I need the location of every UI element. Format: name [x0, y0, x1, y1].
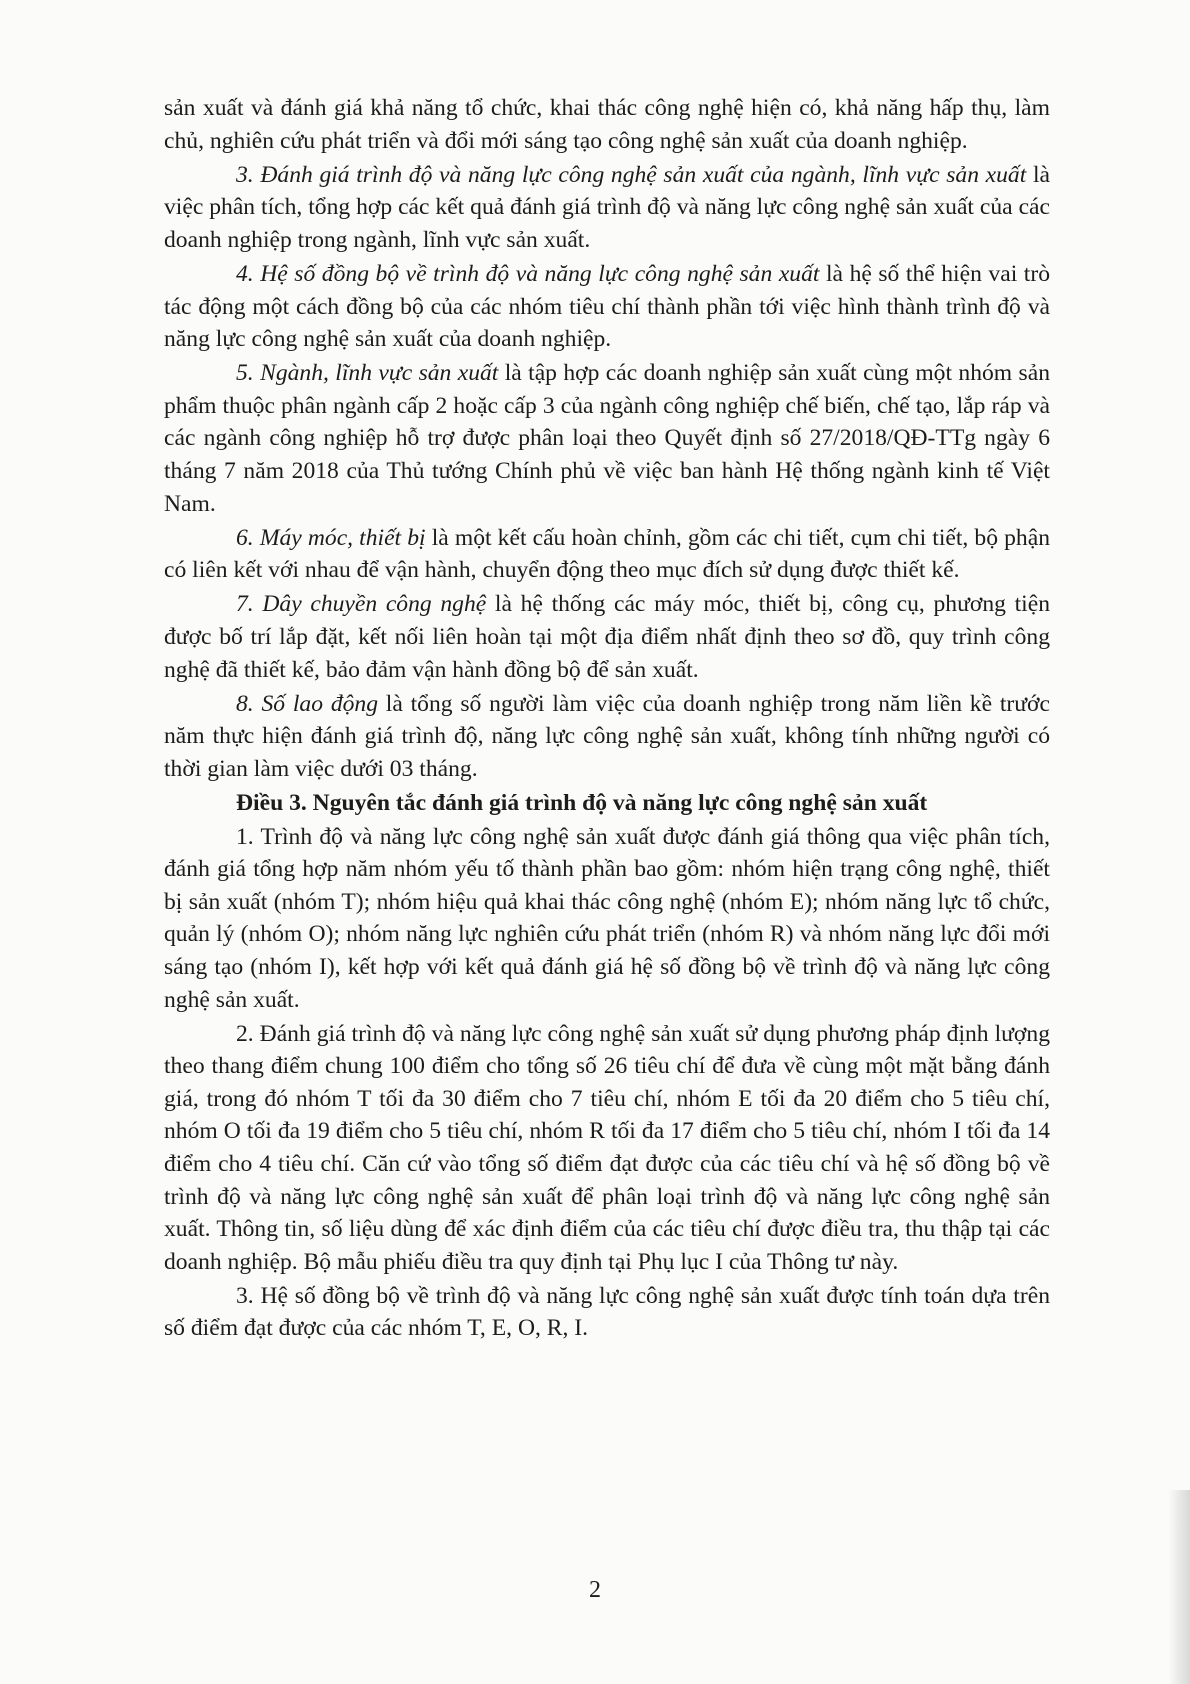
definition-text: là một kết cấu hoàn chỉnh, gồm các chi tiết, cụm chi tiết, bộ phận có liên kết với nhau để vận hành, chuyển động theo mục đích sử dụng được thiết kế. [164, 524, 1050, 584]
definition-6 [164, 522, 1050, 587]
definition-7 [164, 588, 1050, 686]
document-page [164, 92, 1050, 1347]
definition-text: là tập hợp các doanh nghiệp sản xuất cùng một nhóm sản phẩm thuộc phân ngành cấp 2 hoặc cấp 3 của ngành công nghiệp chế biến, chế tạo, lắp ráp và các ngành công nghiệp hỗ trợ được phân loại theo Quyết định số 27/2018/QĐ-TTg ngày 6 tháng 7 năm 2018 của Thủ tướng Chính phủ về việc ban hành Hệ thống ngành kinh tế Việt Nam. [164, 360, 1050, 517]
definition-text: là tổng số người làm việc của doanh nghiệp trong năm liền kề trước năm thực hiện đánh giá trình độ, năng lực công nghệ sản xuất, không tính những người có thời gian làm việc dưới 03 tháng. [164, 690, 1051, 782]
definition-text: là việc phân tích, tổng hợp các kết quả đánh giá trình độ và năng lực công nghệ sản xuất của các doanh nghiệp trong ngành, lĩnh vực sản xuất. [164, 161, 1050, 253]
definition-8 [164, 688, 1050, 786]
definition-text: là hệ thống các máy móc, thiết bị, công cụ, phương tiện được bố trí lắp đặt, kết nối liên hoàn tại một địa điểm nhất định theo sơ đồ, quy trình công nghệ đã thiết kế, bảo đảm vận hành đồng bộ để sản xuất. [164, 591, 1050, 683]
definition-term: 8. Số lao động [236, 690, 379, 717]
definition-term: 7. Dây chuyền công nghệ [236, 591, 487, 618]
paragraph-continuation [164, 92, 1050, 157]
page-number: 2 [589, 1577, 601, 1603]
definition-term: 6. Máy móc, thiết bị [236, 524, 426, 551]
definition-5 [164, 357, 1050, 520]
article-clause-1: 1. Trình độ và năng lực công nghệ sản xuất được đánh giá thông qua việc phân tích, đánh giá tổng hợp năm nhóm yếu tố thành phần bao gồm: nhóm hiện trạng công nghệ, thiết bị sản xuất (nhóm T); nhóm hiệu quả khai thác công nghệ (nhóm E); nhóm năng lực tổ chức, quản lý (nhóm O); nhóm năng lực nghiên cứu phát triển (nhóm R) và nhóm năng lực đổi mới sáng tạo (nhóm I), kết hợp với kết quả đánh giá hệ số đồng bộ về trình độ và năng lực công nghệ sản xuất. [164, 823, 1050, 1013]
article-heading: Điều 3. Nguyên tắc đánh giá trình độ và năng lực công nghệ sản xuất [236, 789, 928, 816]
definition-term: 3. Đánh giá trình độ và năng lực công nghệ sản xuất của ngành, lĩnh vực sản xuất [236, 161, 1027, 188]
article-clause-2: 2. Đánh giá trình độ và năng lực công nghệ sản xuất sử dụng phương pháp định lượng theo thang điểm chung 100 điểm cho tổng số 26 tiêu chí để đưa về cùng một mặt bằng đánh giá, trong đó nhóm T tối đa 30 điểm cho 7 tiêu chí, nhóm E tối đa 20 điểm cho 5 tiêu chí, nhóm O tối đa 19 điểm cho 5 tiêu chí, nhóm R tối đa 17 điểm cho 5 tiêu chí, nhóm I tối đa 14 điểm cho 4 tiêu chí. Căn cứ vào tổng số điểm đạt được của các tiêu chí và hệ số đồng bộ về trình độ và năng lực công nghệ sản xuất để phân loại trình độ và năng lực công nghệ sản xuất. Thông tin, số liệu dùng để xác định điểm của các tiêu chí được điều tra, thu thập tại các doanh nghiệp. Bộ mẫu phiếu điều tra quy định tại Phụ lục I của Thông tư này. [164, 1020, 1050, 1275]
definition-text: là hệ số thể hiện vai trò tác động một cách đồng bộ của các nhóm tiêu chí thành phần tới việc hình thành trình độ và năng lực công nghệ sản xuất của doanh nghiệp. [164, 260, 1050, 353]
definition-4 [164, 258, 1050, 356]
definition-term: 5. Ngành, lĩnh vực sản xuất [236, 360, 499, 387]
scan-edge-shadow [1168, 1490, 1190, 1684]
article-clause-3: 3. Hệ số đồng bộ về trình độ và năng lực công nghệ sản xuất được tính toán dựa trên số điểm đạt được của các nhóm T, E, O, R, I. [164, 1282, 1050, 1342]
paragraph-text: sản xuất và đánh giá khả năng tổ chức, khai thác công nghệ hiện có, khả năng hấp thụ, làm chủ, nghiên cứu phát triển và đổi mới sáng tạo công nghệ sản xuất của doanh nghiệp. [164, 95, 1050, 154]
definition-3 [164, 159, 1050, 257]
definition-term: 4. Hệ số đồng bộ về trình độ và năng lực công nghệ sản xuất [236, 260, 820, 287]
